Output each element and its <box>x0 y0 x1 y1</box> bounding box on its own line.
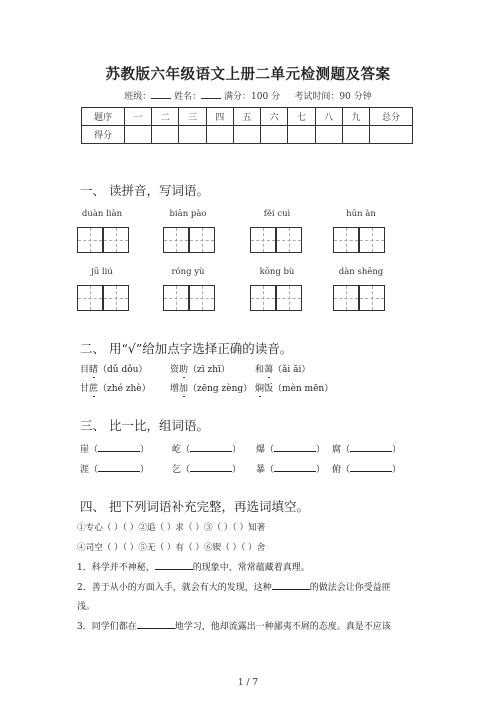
header-cell: 题序 <box>82 108 125 126</box>
writing-box[interactable] <box>359 227 385 253</box>
score-cell[interactable] <box>152 126 179 144</box>
idiom-line[interactable]: ①专心（ ）（ ）②追（ ）求（ ）③（ ）（ ）知著 <box>77 523 266 533</box>
exam-time: 考试时间：90 分钟 <box>294 92 372 102</box>
writing-box[interactable] <box>163 285 189 311</box>
name-blank <box>201 89 221 99</box>
writing-box[interactable] <box>77 285 103 311</box>
header-cell: 五 <box>233 108 260 126</box>
page-title: 苏教版六年级语文上册二单元检测题及答案 <box>105 67 391 83</box>
writing-box[interactable] <box>333 227 359 253</box>
writing-box[interactable] <box>250 227 276 253</box>
question-2-cont: 浅。 <box>77 602 96 612</box>
score-table <box>81 107 413 144</box>
header-cell: 七 <box>288 108 315 126</box>
score-cell[interactable] <box>288 126 315 144</box>
score-row <box>82 126 413 144</box>
dotted-char: 加 <box>179 384 189 394</box>
writing-box[interactable] <box>359 285 385 311</box>
answer-blank[interactable] <box>155 560 193 570</box>
answer-blank[interactable] <box>274 442 316 452</box>
question-3: 3．同学们都在 地学习，他却流露出一种鄙夷不屑的态度。真是不应该 <box>77 619 391 632</box>
writing-box[interactable] <box>276 285 302 311</box>
pinyin: jū liú <box>91 267 113 277</box>
writing-box[interactable] <box>189 227 215 253</box>
word-item: 乞（ ） <box>172 462 241 475</box>
score-cell[interactable] <box>233 126 260 144</box>
answer-blank[interactable] <box>190 462 232 472</box>
answer-blank[interactable] <box>98 442 140 452</box>
score-cell[interactable] <box>370 126 413 144</box>
header-cell: 一 <box>125 108 152 126</box>
writing-box[interactable] <box>163 227 189 253</box>
section4-heading: 四、 把下列词语补充完整，再选词填空。 <box>80 499 309 514</box>
header-cell: 六 <box>261 108 288 126</box>
answer-blank[interactable] <box>272 580 310 590</box>
question-1: 1．科学并不神秘， 的现象中，常常蕴藏着真理。 <box>77 560 310 573</box>
header-cell: 四 <box>206 108 233 126</box>
word-item: 涯（ ） <box>80 462 149 475</box>
header-cell: 总分 <box>370 108 413 126</box>
writing-box[interactable] <box>77 227 103 253</box>
dotted-char: 助 <box>179 365 189 375</box>
word-item: 崖（ ） <box>80 442 149 455</box>
word-item: 屹（ ） <box>172 442 241 455</box>
class-blank <box>151 89 171 99</box>
header-cell: 二 <box>152 108 179 126</box>
question-2: 2．善于从小的方面入手，就会有大的发现，这种 的做法会让你受益匪 <box>77 580 391 593</box>
dotted-char: 蔼 <box>264 365 274 375</box>
word-item: 俯（ ） <box>332 462 401 475</box>
reading-item: 增加（zēng zèng） <box>170 384 253 394</box>
dotted-char: 睹 <box>89 365 99 375</box>
answer-blank[interactable] <box>98 462 140 472</box>
score-header-row <box>82 108 413 126</box>
reading-item: 目睹（dǔ dǒu） <box>80 365 148 375</box>
pinyin: kōng bù <box>259 267 295 277</box>
score-cell[interactable] <box>206 126 233 144</box>
reading-item: 甘蔗（zhé zhè） <box>80 384 151 394</box>
reading-item: 资助（zī zhī） <box>170 365 230 375</box>
score-cell[interactable] <box>261 126 288 144</box>
writing-box[interactable] <box>250 285 276 311</box>
answer-blank[interactable] <box>350 442 392 452</box>
idiom-line[interactable]: ④司空（ ）（ ）⑤无（ ）有（ ）⑥锲（ ）（ ）舍 <box>77 543 266 553</box>
page-number: 1 / 7 <box>237 678 259 688</box>
header-cell: 九 <box>342 108 369 126</box>
full-score: 满分：100 分 <box>224 92 281 102</box>
writing-box[interactable] <box>333 285 359 311</box>
pinyin: róng yù <box>171 267 205 277</box>
score-cell[interactable] <box>179 126 206 144</box>
writing-box[interactable] <box>276 227 302 253</box>
pinyin: fěi cuì <box>263 209 291 219</box>
dotted-char: 蔗 <box>89 384 99 394</box>
reading-item: 焖饭（mèn mēn） <box>255 384 334 394</box>
score-cell[interactable] <box>342 126 369 144</box>
answer-blank[interactable] <box>274 462 316 472</box>
class-label: 班级： <box>124 92 152 102</box>
word-item: 爆（ ） <box>256 442 325 455</box>
word-item: 腐（ ） <box>332 442 401 455</box>
pinyin: dàn shēng <box>338 267 384 277</box>
writing-box[interactable] <box>189 285 215 311</box>
section2-heading: 二、 用“√”给加点字选择正确的读音。 <box>80 341 293 356</box>
answer-blank[interactable] <box>350 462 392 472</box>
word-item: 暴（ ） <box>256 462 325 475</box>
pinyin: hūn àn <box>346 209 376 219</box>
pinyin: biān pào <box>169 209 207 219</box>
name-label: 姓名： <box>174 92 202 102</box>
dotted-char: 焖 <box>255 384 265 394</box>
answer-blank[interactable] <box>137 619 175 629</box>
score-cell[interactable] <box>125 126 152 144</box>
header-cell: 八 <box>315 108 342 126</box>
reading-item: 和蔼（ǎi ǎi） <box>255 365 311 375</box>
header-cell: 三 <box>179 108 206 126</box>
writing-box[interactable] <box>103 285 129 311</box>
answer-blank[interactable] <box>190 442 232 452</box>
exam-info <box>0 89 496 102</box>
writing-box[interactable] <box>103 227 129 253</box>
section3-heading: 三、 比一比，组词语。 <box>80 418 209 433</box>
score-cell[interactable] <box>315 126 342 144</box>
pinyin: duàn liàn <box>81 209 123 219</box>
section1-heading: 一、 读拼音，写词语。 <box>80 183 209 198</box>
score-row-label: 得分 <box>82 126 125 144</box>
